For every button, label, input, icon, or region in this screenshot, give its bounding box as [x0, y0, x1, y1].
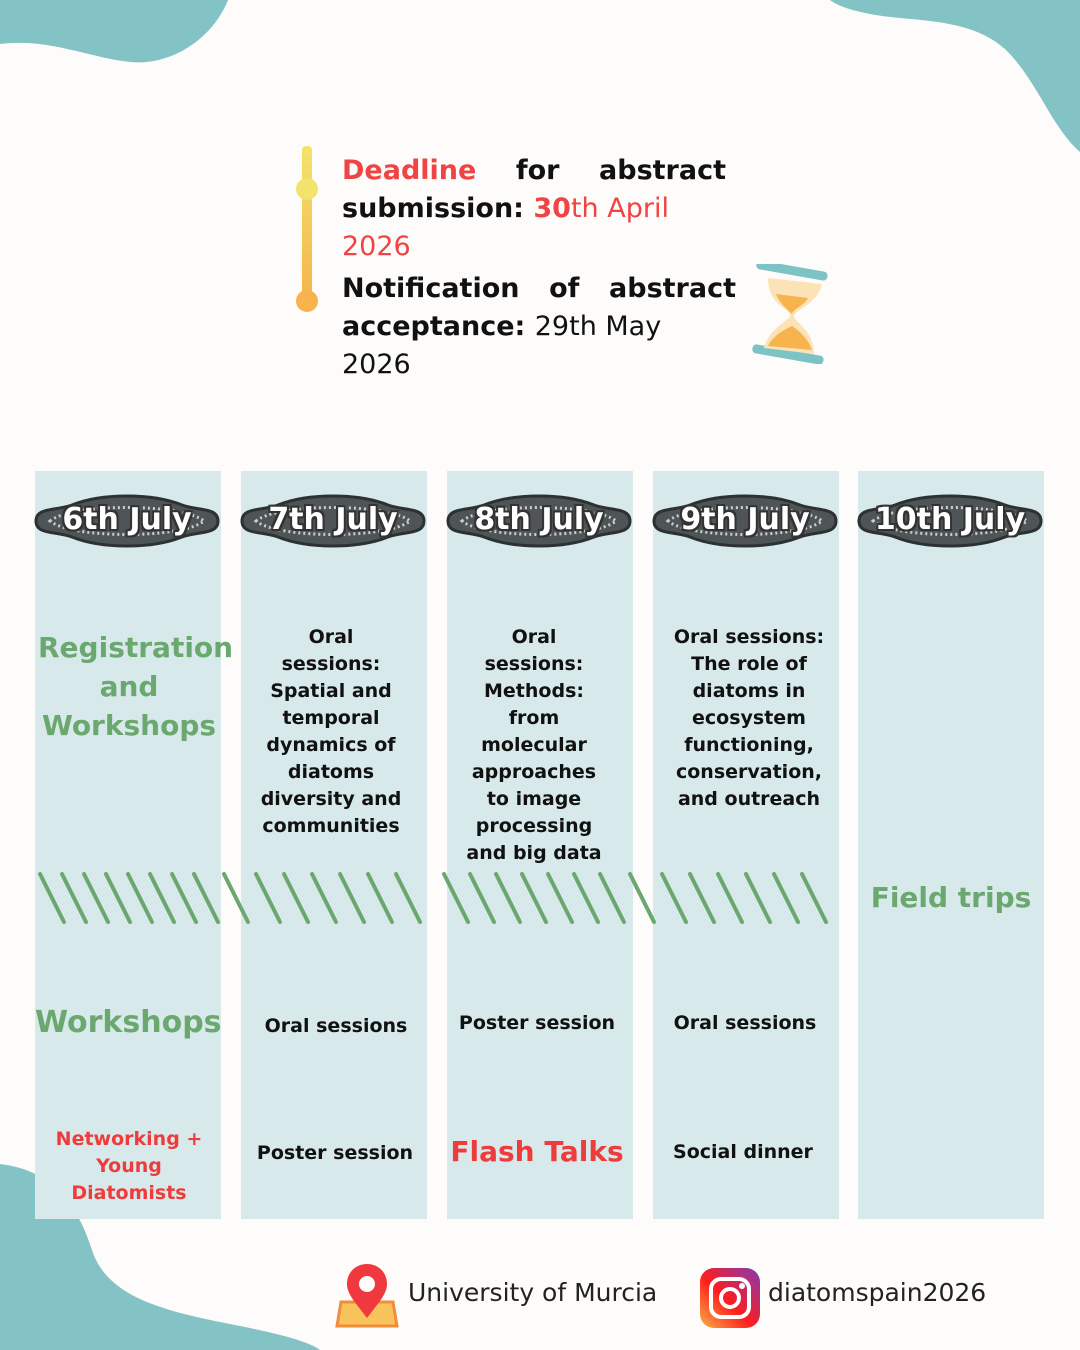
networking-young-diatomists: Networking + Young Diatomists: [55, 1128, 203, 1204]
submission-label: submission:: [342, 193, 524, 224]
instagram-handle[interactable]: diatomspain2026: [768, 1278, 987, 1307]
notification-line-1: [342, 270, 736, 308]
day-column-1: [35, 471, 234, 1219]
flash-talks: Flash Talks: [450, 1135, 624, 1168]
poster-session-d3: Poster session: [458, 1012, 616, 1034]
day-column-2: [241, 471, 427, 1219]
instagram-icon: [700, 1268, 760, 1328]
day-badge-1: [32, 489, 222, 553]
acceptance-date: 29th May 2026: [342, 311, 662, 380]
submission-day-num: 30: [533, 193, 571, 224]
day-label: 7th July: [268, 502, 398, 537]
notification-abstract: abstract: [609, 273, 736, 304]
top-left-blob: [0, 0, 240, 70]
deadline-line-2: [342, 190, 726, 266]
social-dinner: Social dinner: [673, 1141, 813, 1163]
deadline-word: Deadline: [342, 155, 477, 186]
notification-of: of: [549, 273, 580, 304]
top-right-blob: [820, 0, 1080, 160]
day-badge-4: [650, 489, 840, 553]
deadline-line-1: [342, 152, 726, 190]
day-label: 10th July: [874, 502, 1026, 537]
acceptance-label: acceptance:: [342, 311, 526, 342]
deadline-abstract: abstract: [599, 155, 726, 186]
day-label: 9th July: [680, 502, 810, 537]
field-trips: Field trips: [870, 881, 1032, 914]
notification-word: Notification: [342, 273, 520, 304]
timeline-dot-bottom: [296, 290, 318, 312]
oral-session-methods: Oral sessions: Methods: from molecular approaches to image processing and big data: [466, 626, 602, 864]
timeline-dot-top: [296, 178, 318, 200]
day-column-4: [653, 471, 839, 1219]
day-label: 8th July: [474, 502, 604, 537]
registration-workshops: Registration and Workshops: [38, 631, 234, 742]
deadline-for: for: [515, 155, 560, 186]
hatch-divider: [34, 868, 834, 928]
oral-sessions-d4: Oral sessions: [673, 1012, 817, 1034]
day-badge-3: [444, 489, 634, 553]
submission-date-rest: th April 2026: [342, 193, 669, 262]
poster-session-d2: Poster session: [256, 1142, 414, 1164]
oral-session-role: Oral sessions: The role of diatoms in ecosystem functioning, conservation, and outreach: [673, 626, 825, 810]
workshops: Workshops: [35, 1005, 222, 1040]
deadline-block: [296, 140, 836, 380]
hourglass-icon: [748, 264, 832, 364]
location-text: University of Murcia: [408, 1278, 658, 1307]
oral-sessions-d2: Oral sessions: [264, 1015, 408, 1037]
day-label: 6th July: [62, 502, 192, 537]
day-badge-2: [238, 489, 428, 553]
oral-session-spatial: Oral sessions: Spatial and temporal dynamics of diatoms diversity and communities: [260, 626, 402, 837]
map-pin-icon: [335, 1262, 399, 1330]
timeline-bar: [302, 146, 312, 302]
notification-line-2: [342, 308, 726, 384]
day-badge-5: [855, 489, 1045, 553]
day-column-5: [858, 471, 1044, 1219]
